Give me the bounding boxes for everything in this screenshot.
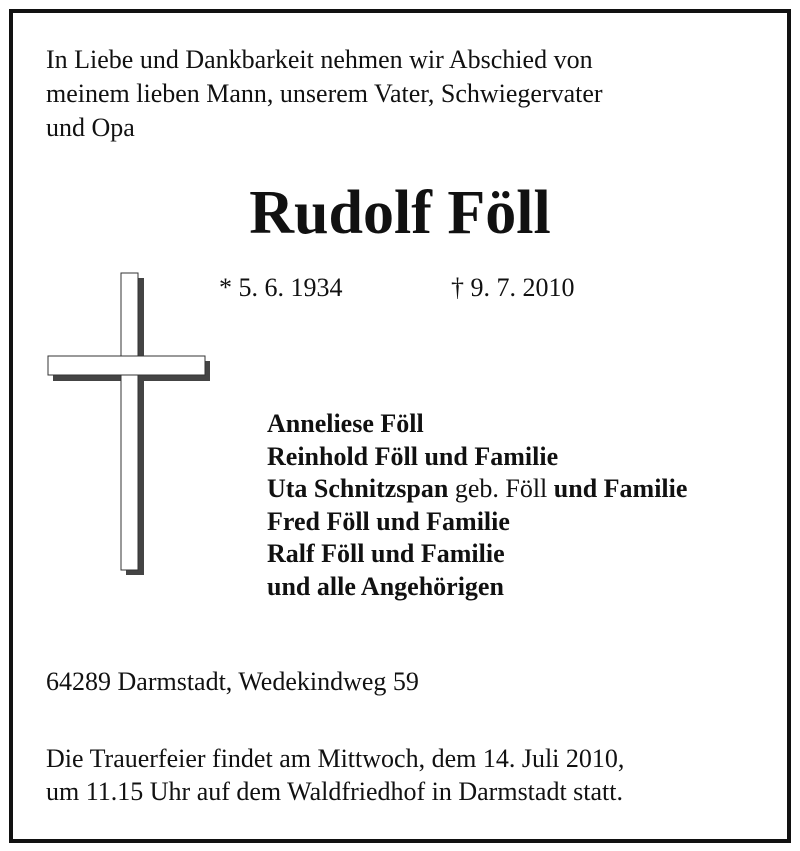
intro-line: und Opa [46, 113, 135, 142]
mourner-line: Ralf Föll und Familie [267, 539, 505, 568]
deceased-name: Rudolf Föll [249, 179, 551, 247]
mourner-line: Reinhold Föll und Familie [267, 441, 559, 471]
mourner-line: Fred Föll und Familie [267, 506, 510, 536]
intro-line: In Liebe und Dankbarkeit nehmen wir Abschied von [46, 45, 593, 74]
maiden-name: geb. Föll [448, 474, 554, 503]
death-date: † 9. 7. 2010 [451, 273, 575, 302]
service-line: Die Trauerfeier findet am Mittwoch, dem 14. Juli 2010, [46, 744, 625, 773]
mourner-line: und alle Angehörigen [267, 571, 504, 601]
obituary-notice [9, 9, 791, 843]
intro-line: meinem lieben Mann, unserem Vater, Schwiegervater [46, 79, 603, 108]
mourner-line [267, 473, 687, 506]
mourner-suffix: und Familie [553, 474, 688, 503]
service-line: um 11.15 Uhr auf dem Waldfriedhof in Darmstadt statt. [46, 777, 624, 806]
birth-date: * 5. 6. 1934 [219, 273, 343, 302]
mourner-name: Uta Schnitzspan [267, 474, 449, 503]
mourners-list [267, 408, 687, 603]
service-info [46, 742, 624, 808]
address: 64289 Darmstadt, Wedekindweg 59 [46, 667, 419, 696]
mourner-line: Anneliese Föll [267, 409, 424, 438]
